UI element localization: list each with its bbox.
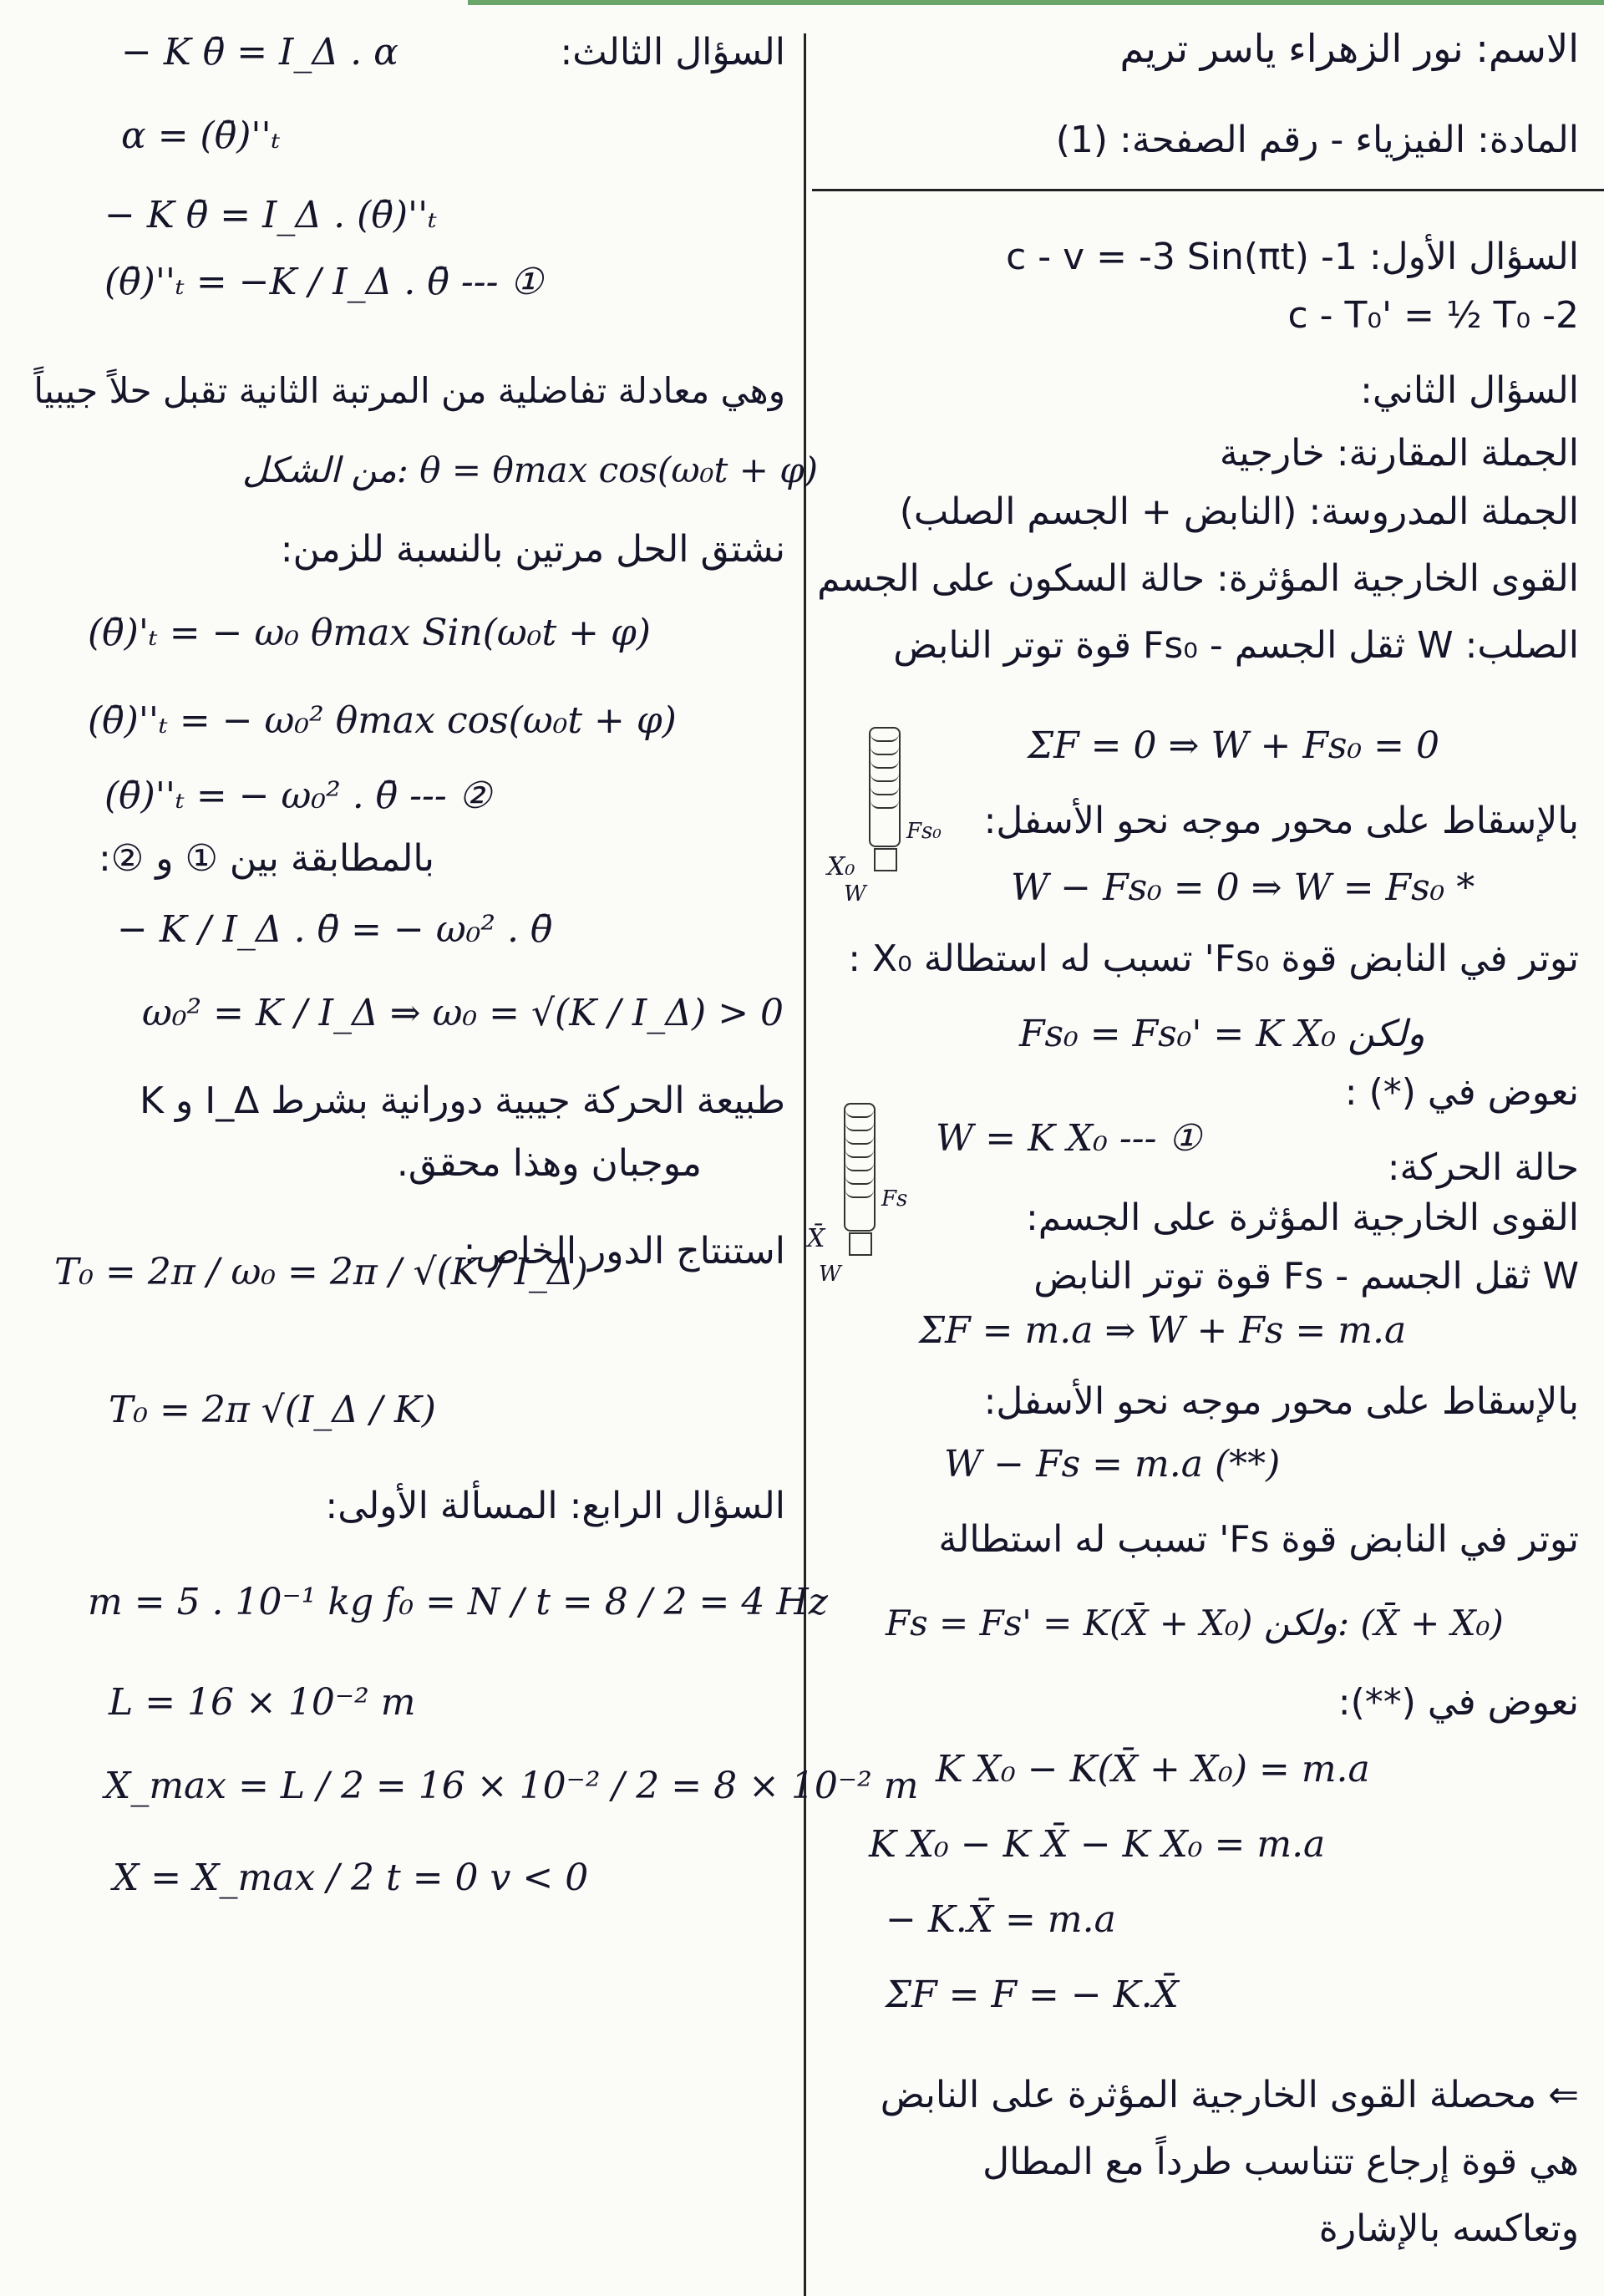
q3-compare-eq: − K / I_Δ . θ̄ = − ω₀² . θ̄	[117, 908, 553, 951]
q2-elongation-1: توتر في النابض قوة Fs₀' تسبب له استطالة X₀ :	[848, 937, 1579, 980]
subject-and-page: المادة: الفيزياء - رقم الصفحة: (1)	[1055, 119, 1579, 161]
spring-motion-x-label: X̄	[807, 1224, 825, 1253]
spring-rest-weight-label: W	[844, 881, 866, 907]
q4-given-mass-frequency: m = 5 . 10⁻¹ kg f₀ = N / t = 8 / 2 = 4 Hz	[88, 1581, 828, 1623]
q3-condition-check: موجبان وهذا محقق.	[396, 1142, 702, 1185]
q4-heading: السؤال الرابع: المسألة الأولى:	[325, 1485, 785, 1527]
spring-motion-mass	[849, 1232, 872, 1256]
spring-rest-sketch	[869, 727, 901, 847]
q1-part2: 2- c - T₀' = ½ T₀	[1287, 294, 1579, 337]
q2-rest-projection: W − Fs₀ = 0 ⇒ W = Fs₀ *	[1011, 866, 1475, 909]
q2-equation-1: W = K X₀ --- ①	[936, 1117, 1201, 1160]
q2-motion-state: حالة الحركة:	[1387, 1146, 1579, 1189]
q2-expand-1: K X₀ − K(X̄ + X₀) = m.a	[936, 1748, 1370, 1791]
q3-omega-result: ω₀² = K / I_Δ ⇒ ω₀ = √(K / I_Δ) > 0	[142, 992, 784, 1034]
q2-newton-second-law: ΣF = m.a ⇒ W + Fs = m.a	[919, 1309, 1407, 1352]
q2-conclusion-2: هي قوة إرجاع تتناسب طرداً مع المطال	[982, 2141, 1579, 2183]
q3-derive-note: نشتق الحل مرتين بالنسبة للزمن:	[280, 528, 785, 571]
q2-substitute-1: نعوض في (*) :	[1344, 1071, 1579, 1114]
q2-tension-rest: Fs₀ = Fs₀' = K X₀ ولكن	[1019, 1013, 1425, 1055]
q2-conclusion-3: وتعاكسه بالإشارة	[1318, 2207, 1579, 2250]
q1-part1: السؤال الأول: 1- c - v = -3 Sin(πt)	[1006, 236, 1579, 278]
q3-second-derivative-short: (θ̄)''ₜ = − ω₀² . θ̄ --- ②	[104, 775, 492, 817]
column-divider	[804, 33, 806, 2296]
q3-period-heading: استنتاج الدور الخاص:	[463, 1230, 785, 1272]
q2-motion-projection: W − Fs = m.a (**)	[944, 1443, 1281, 1486]
q3-torque-eq: − K θ̄ = I_Δ . α	[121, 31, 398, 74]
right-column	[807, 0, 1596, 2296]
q2-conclusion-1: ⇐ محصلة القوى الخارجية المؤثرة على النابض	[880, 2074, 1579, 2116]
spring-rest-mass	[874, 848, 897, 871]
q2-tension-motion: Fs = Fs' = K(X̄ + X₀) ولكن: (X̄ + X₀)	[886, 1603, 1504, 1643]
q3-solution-form: من الشكل: θ = θmax cos(ω₀t + φ)	[242, 450, 819, 490]
q3-diff-eq: (θ̄)''ₜ = −K / I_Δ . θ̄ --- ①	[104, 261, 543, 303]
q2-restoring-form: − K.X̄ = m.a	[886, 1898, 1116, 1941]
q2-system: الجملة المدروسة: (النابض + الجسم الصلب)	[899, 490, 1579, 533]
q3-torque-substituted: − K θ̄ = I_Δ . (θ̄)''ₜ	[104, 194, 438, 236]
q2-substitute-2: نعوض في (**):	[1338, 1681, 1579, 1724]
q3-motion-nature: طبيعة الحركة جيبية دورانية بشرط I_Δ و K	[140, 1079, 785, 1122]
q2-net-force: ΣF = F = − K.X̄	[886, 1973, 1179, 2016]
q2-rest-forces: القوى الخارجية المؤثرة: حالة السكون على الجسم	[817, 557, 1579, 600]
q2-elongation-2: توتر في النابض قوة Fs' تسبب له استطالة	[938, 1518, 1579, 1561]
q4-amplitude: X_max = L / 2 = 16 × 10⁻² / 2 = 8 × 10⁻² m	[104, 1765, 919, 1807]
spring-motion-weight-label: W	[819, 1262, 841, 1287]
spring-rest-x0-label: X₀	[827, 852, 855, 881]
spring-motion-force-label: Fs	[881, 1186, 908, 1211]
student-name: الاسم: نور الزهراء ياسر تريم	[1119, 26, 1579, 71]
q2-rest-equilibrium: ΣF = 0 ⇒ W + Fs₀ = 0	[1028, 724, 1439, 767]
q2-heading: السؤال الثاني:	[1360, 369, 1579, 412]
q2-motion-forces-list: W ثقل الجسم - Fs قوة توتر النابض	[1033, 1255, 1579, 1298]
q4-initial-conditions: X = X_max / 2 t = 0 v < 0	[113, 1857, 589, 1899]
q2-motion-forces: القوى الخارجية المؤثرة على الجسم:	[1025, 1196, 1579, 1239]
q3-compare-note: بالمطابقة بين ① و ②:	[98, 837, 434, 880]
q3-period-result: T₀ = 2π √(I_Δ / K)	[109, 1389, 436, 1431]
q2-reference-frame: الجملة المقارنة: خارجية	[1219, 432, 1579, 475]
q3-alpha-def: α = (θ̄)''ₜ	[121, 114, 281, 157]
q3-heading: السؤال الثالث:	[560, 31, 785, 74]
q3-first-derivative: (θ̄)'ₜ = − ω₀ θmax Sin(ω₀t + φ)	[88, 612, 651, 654]
spring-rest-force-label: Fs₀	[906, 819, 942, 844]
q2-projection-2: بالإسقاط على محور موجه نحو الأسفل:	[983, 1380, 1579, 1423]
q4-given-length: L = 16 × 10⁻² m	[109, 1681, 416, 1724]
q2-projection-1: بالإسقاط على محور موجه نحو الأسفل:	[983, 800, 1579, 842]
q3-diff-eq-note: وهي معادلة تفاضلية من المرتبة الثانية تقبل حلاً جيبياً	[33, 370, 785, 411]
q3-period-derivation: T₀ = 2π / ω₀ = 2π / √(K / I_Δ)	[54, 1251, 588, 1293]
spring-motion-sketch	[844, 1103, 876, 1232]
q3-second-derivative: (θ̄)''ₜ = − ω₀² θmax cos(ω₀t + φ)	[88, 699, 677, 742]
q2-rest-forces-list: الصلب: W ثقل الجسم - Fs₀ قوة توتر النابض	[893, 624, 1579, 667]
q2-expand-2: K X₀ − K X̄ − K X₀ = m.a	[869, 1823, 1326, 1866]
